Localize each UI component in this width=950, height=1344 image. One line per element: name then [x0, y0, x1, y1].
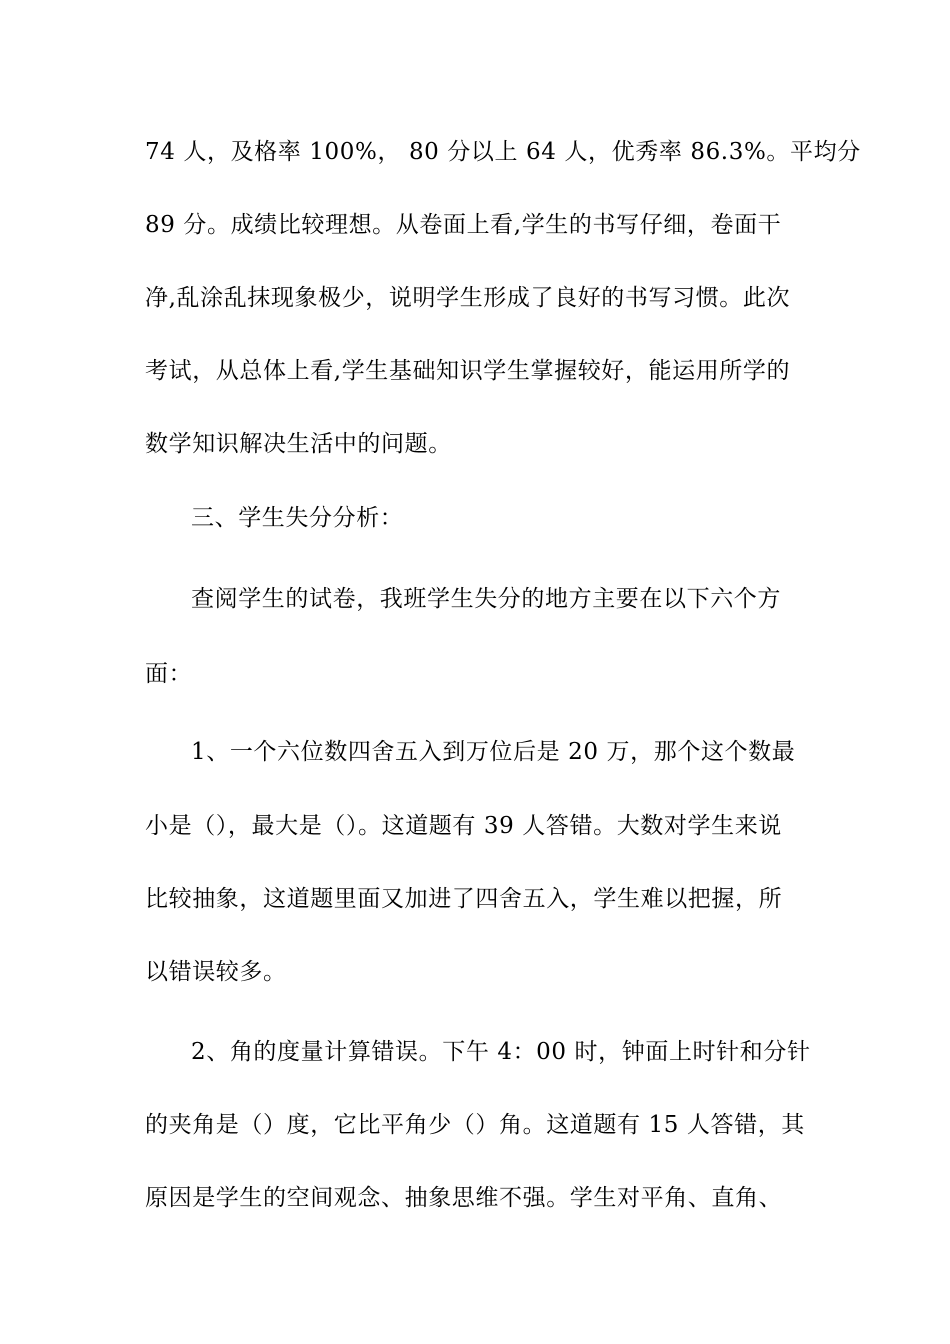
paragraph-line: 数学知识解决生活中的问题。: [145, 431, 452, 457]
paragraph-line: 查阅学生的试卷，我班学生失分的地方主要在以下六个方: [191, 586, 781, 612]
paragraph-line: 74 人，及格率 100%， 80 分以上 64 人，优秀率 86.3%。平均分: [145, 139, 861, 165]
list-item-line: 比较抽象，这道题里面又加进了四舍五入，学生难以把握，所: [145, 886, 783, 912]
list-item-line: 1、一个六位数四舍五入到万位后是 20 万，那个这个数最: [191, 739, 796, 765]
list-item-line: 原因是学生的空间观念、抽象思维不强。学生对平角、直角、: [145, 1185, 783, 1211]
paragraph-line: 考试，从总体上看,学生基础知识学生掌握较好，能运用所学的: [145, 358, 791, 384]
list-item-line: 小是（），最大是（）。这道题有 39 人答错。大数对学生来说: [145, 813, 782, 839]
paragraph-line: 净,乱涂乱抹现象极少，说明学生形成了良好的书写习惯。此次: [145, 285, 791, 311]
list-item-line: 的夹角是（）度，它比平角少（）角。这道题有 15 人答错，其: [145, 1112, 805, 1138]
section-heading: 三、学生失分分析：: [191, 505, 404, 531]
paragraph-line: 89 分。成绩比较理想。从卷面上看,学生的书写仔细，卷面干: [145, 212, 782, 238]
paragraph-line: 面：: [145, 661, 193, 687]
list-item-line: 以错误较多。: [145, 959, 287, 985]
list-item-line: 2、角的度量计算错误。下午 4：00 时，钟面上时针和分针: [191, 1039, 811, 1065]
